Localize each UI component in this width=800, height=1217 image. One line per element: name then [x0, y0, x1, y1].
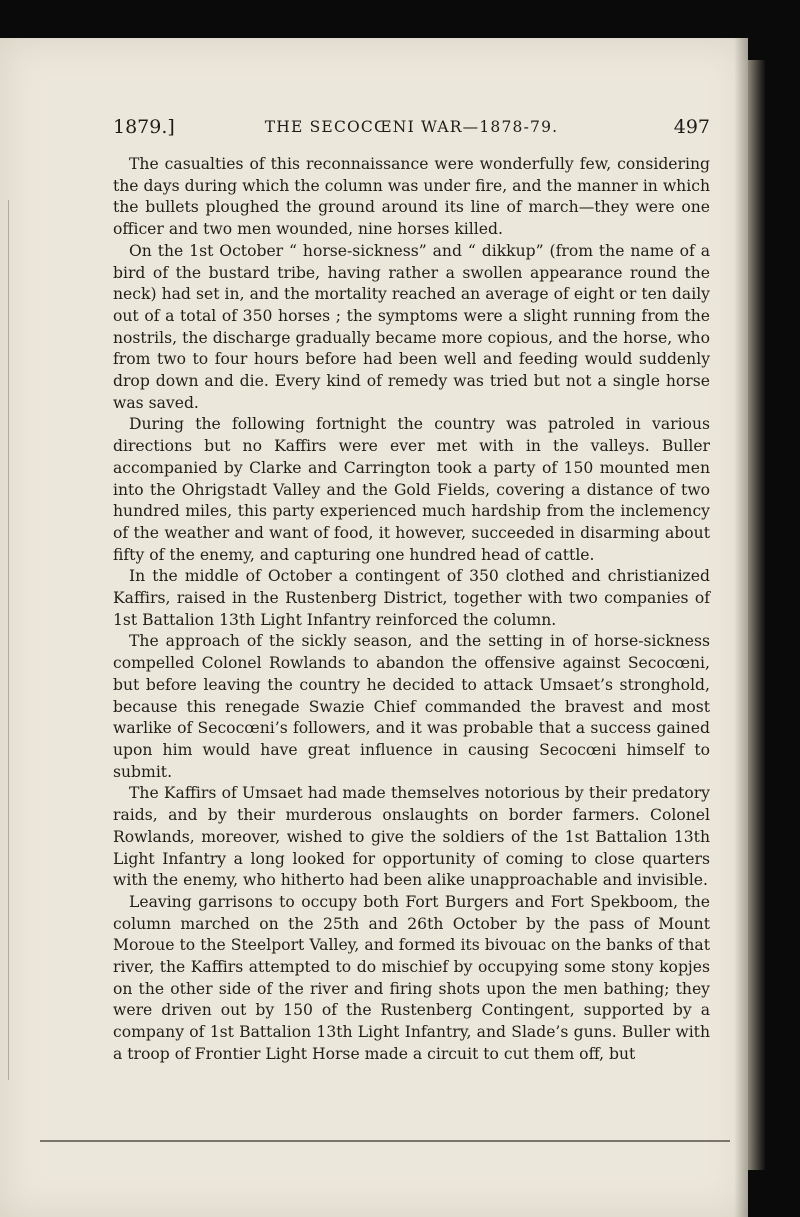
paragraph: On the 1st October “ horse-sickness” and “ dikkup” (from the name of a bird of the bustard tribe, having rather a swollen appearance round the neck) had set in, and the mortality reached an average of eight or ten daily out of a total of 350 horses ; the symptoms were a slight running from the nostrils, the discharge gradually became more copious, and the horse, who from two to four hours before had been well and feeding would suddenly drop down and die. Every kind of remedy was tried but not a single horse was saved. [113, 241, 710, 412]
paragraph: During the following fortnight the country was patroled in various directions but no Kaffirs were ever met with in the valleys. Buller accompanied by Clarke and Carrington took a party of 150 mounted men into the Ohrigstadt Valley and the Gold Fields, covering a distance of two hundred miles, this party experienced much hardship from the inclemency of the weather and want of food, it however, succeeded in disarming about fifty of the enemy, and capturing one hundred head of cattle. [113, 415, 710, 564]
page-edge-shadow [748, 60, 766, 1170]
paragraph: The approach of the sickly season, and the setting in of horse-sickness compelled Colonel Rowlands to abandon the offensive against Secocœni, but before leaving the country he decided to attack Umsaet’s stronghold, because this renegade Swazie Chief commanded the bravest and most warlike of Secocœni’s followers, and it was probable that a success gained upon him would have great influence in causing Secocœni himself to submit. [113, 632, 710, 781]
running-header [113, 116, 710, 142]
paragraph: In the middle of October a contingent of 350 clothed and christianized Kaffirs, raised in the Rustenberg District, together with two companies of 1st Battalion 13th Light Infantry reinforced the column. [113, 567, 710, 629]
page-bottom-rule [40, 1140, 730, 1142]
page-number: 497 [673, 116, 710, 138]
body-text [113, 154, 710, 1066]
paragraph: Leaving garrisons to occupy both Fort Burgers and Fort Spekboom, the column marched on the 25th and 26th October by the pass of Mount Moroue to the Steelport Valley, and formed its bivouac on the banks of that river, the Kaffirs attempted to do mischief by occupying some stony kopjes on the other side of the river and firing shots upon the men bathing; they were driven out by 150 of the Rustenberg Contingent, supported by a company of 1st Battalion 13th Light Infantry, and Slade’s guns. Buller with a troop of Frontier Light Horse made a circuit to cut them off, but [113, 892, 710, 1063]
paragraph: The casualties of this reconnaissance were wonderfully few, considering the days during which the column was under fire, and the manner in which the bullets ploughed the ground around its line of march—they were one officer and two men wounded, nine horses killed. [113, 155, 710, 239]
header-title: THE SECOCŒNI WAR—1878-79. [264, 118, 559, 136]
page-crease [8, 200, 9, 1080]
header-year: 1879.] [113, 116, 175, 138]
paragraph: The Kaffirs of Umsaet had made themselves notorious by their predatory raids, and by their murderous onslaughts on border farmers. Colonel Rowlands, moreover, wished to give the soldiers of the 1st Battalion 13th Light Infantry a long looked for opportunity of coming to close quarters with the enemy, who hitherto had been alike unapproachable and invisible. [113, 784, 710, 890]
